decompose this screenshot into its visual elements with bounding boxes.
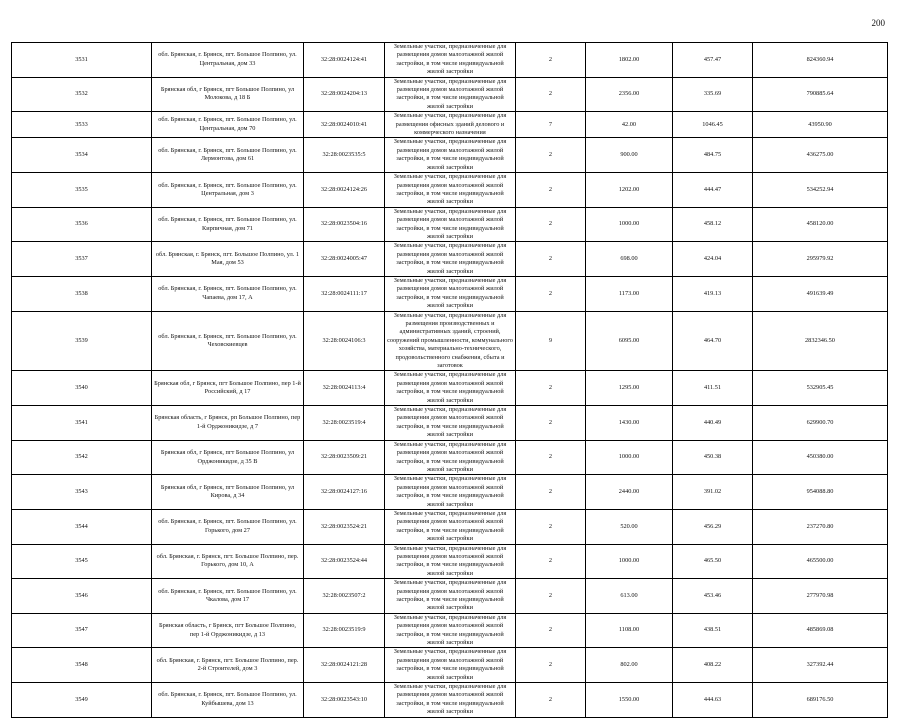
row-number: 3531 xyxy=(12,43,152,78)
row-address: обл. Брянская, г. Брянск, пгт. Большое Полпино, пер. 2-й Строителей, дом 3 xyxy=(152,648,304,683)
row-specific-value: 411.51 xyxy=(673,371,753,406)
row-cadastral-number: 32:28:0023535:5 xyxy=(304,138,385,173)
row-category: 2 xyxy=(516,544,586,579)
row-category: 2 xyxy=(516,613,586,648)
row-cadastral-value: 43950.90 xyxy=(753,112,888,138)
row-specific-value: 438.51 xyxy=(673,613,753,648)
row-category: 2 xyxy=(516,173,586,208)
row-land-use: Земельные участки, предназначенные для размещения домов малоэтажной жилой застройки, в том числе индивидуальной жилой застройки xyxy=(385,509,516,544)
row-area: 2440.00 xyxy=(586,475,673,510)
row-category: 9 xyxy=(516,311,586,371)
row-cadastral-value: 327392.44 xyxy=(753,648,888,683)
row-land-use: Земельные участки, предназначенные для размещения домов малоэтажной жилой застройки, в том числе индивидуальной жилой застройки xyxy=(385,475,516,510)
row-address: обл. Брянская, г. Брянск, пгт. Большое Полпино, ул. Горького, дом 27 xyxy=(152,509,304,544)
row-address: обл. Брянская, г. Брянск, пгт. Большое Полпино, ул. Кирпичная, дом 71 xyxy=(152,207,304,242)
row-area: 1802.00 xyxy=(586,43,673,78)
row-cadastral-number: 32:28:0024121:28 xyxy=(304,648,385,683)
row-land-use: Земельные участки, предназначенные для размещения домов малоэтажной жилой застройки, в том числе индивидуальной жилой застройки xyxy=(385,276,516,311)
row-number: 3542 xyxy=(12,440,152,475)
row-category: 2 xyxy=(516,683,586,718)
row-cadastral-value: 450380.00 xyxy=(753,440,888,475)
row-specific-value: 464.70 xyxy=(673,311,753,371)
row-land-use: Земельные участки, предназначенные для размещения домов малоэтажной жилой застройки, в том числе индивидуальной жилой застройки xyxy=(385,371,516,406)
row-specific-value: 450.38 xyxy=(673,440,753,475)
row-address: обл. Брянская, г. Брянск, пгт. Большое Полпино, ул. Куйбышева, дом 13 xyxy=(152,683,304,718)
row-land-use: Земельные участки, предназначенные для размещения производственных и административных зданий, строений, сооружений промышленности, коммунального хозяйства, материально-технического, продовольственного снабжения, сбыта и заготовок xyxy=(385,311,516,371)
row-cadastral-number: 32:28:0023524:44 xyxy=(304,544,385,579)
row-cadastral-value: 790885.64 xyxy=(753,77,888,112)
row-specific-value: 419.13 xyxy=(673,276,753,311)
row-cadastral-value: 689176.50 xyxy=(753,683,888,718)
row-cadastral-value: 237270.80 xyxy=(753,509,888,544)
row-cadastral-number: 32:28:0024106:3 xyxy=(304,311,385,371)
row-specific-value: 465.50 xyxy=(673,544,753,579)
row-number: 3543 xyxy=(12,475,152,510)
row-number: 3534 xyxy=(12,138,152,173)
row-specific-value: 453.46 xyxy=(673,579,753,614)
row-cadastral-number: 32:28:0024113:4 xyxy=(304,371,385,406)
row-category: 2 xyxy=(516,579,586,614)
row-category: 2 xyxy=(516,440,586,475)
row-area: 1430.00 xyxy=(586,406,673,441)
row-cadastral-value: 824360.94 xyxy=(753,43,888,78)
row-land-use: Земельные участки, предназначенные для размещения домов малоэтажной жилой застройки, в том числе индивидуальной жилой застройки xyxy=(385,440,516,475)
row-address: Брянская обл, г Брянск, пгт Большое Полпино, ул Орджоникидзе, д 35 В xyxy=(152,440,304,475)
table-row xyxy=(12,648,888,683)
table-row xyxy=(12,475,888,510)
row-land-use: Земельные участки, предназначенные для размещения домов малоэтажной жилой застройки, в том числе индивидуальной жилой застройки xyxy=(385,613,516,648)
row-specific-value: 424.04 xyxy=(673,242,753,277)
row-cadastral-number: 32:28:0024124:26 xyxy=(304,173,385,208)
row-cadastral-value: 2832346.50 xyxy=(753,311,888,371)
row-number: 3545 xyxy=(12,544,152,579)
table-row xyxy=(12,242,888,277)
row-specific-value: 484.75 xyxy=(673,138,753,173)
row-area: 520.00 xyxy=(586,509,673,544)
row-cadastral-value: 491639.49 xyxy=(753,276,888,311)
table-row xyxy=(12,276,888,311)
row-number: 3540 xyxy=(12,371,152,406)
row-specific-value: 457.47 xyxy=(673,43,753,78)
row-number: 3544 xyxy=(12,509,152,544)
row-cadastral-number: 32:28:0023543:10 xyxy=(304,683,385,718)
cadastral-value-table xyxy=(11,42,888,718)
row-category: 2 xyxy=(516,648,586,683)
table-row xyxy=(12,112,888,138)
row-specific-value: 408.22 xyxy=(673,648,753,683)
row-number: 3533 xyxy=(12,112,152,138)
row-land-use: Земельные участки, предназначенные для размещения домов малоэтажной жилой застройки, в том числе индивидуальной жилой застройки xyxy=(385,242,516,277)
table-row xyxy=(12,406,888,441)
row-land-use: Земельные участки, предназначенные для размещения домов малоэтажной жилой застройки, в том числе индивидуальной жилой застройки xyxy=(385,138,516,173)
row-number: 3535 xyxy=(12,173,152,208)
row-number: 3549 xyxy=(12,683,152,718)
row-address: обл. Брянская, г. Брянск, пгт. Большое Полпино, ул. Чеховскиевцев xyxy=(152,311,304,371)
row-category: 2 xyxy=(516,242,586,277)
row-area: 1000.00 xyxy=(586,207,673,242)
row-land-use: Земельные участки, предназначенные для размещения домов малоэтажной жилой застройки, в том числе индивидуальной жилой застройки xyxy=(385,77,516,112)
row-specific-value: 458.12 xyxy=(673,207,753,242)
row-address: обл. Брянская, г. Брянск, пгт. Большое Полпино, ул. Чкалова, дом 17 xyxy=(152,579,304,614)
table-row xyxy=(12,509,888,544)
row-cadastral-number: 32:28:0023524:21 xyxy=(304,509,385,544)
row-address: Брянская область, г Брянск, рп Большое Полпино, пер 1-й Орджоникидзе, д 7 xyxy=(152,406,304,441)
row-area: 1295.00 xyxy=(586,371,673,406)
table-row xyxy=(12,207,888,242)
row-area: 1000.00 xyxy=(586,544,673,579)
row-cadastral-value: 277970.98 xyxy=(753,579,888,614)
row-land-use: Земельные участки, предназначенные для размещения домов малоэтажной жилой застройки, в том числе индивидуальной жилой застройки xyxy=(385,579,516,614)
row-cadastral-number: 32:28:0023504:16 xyxy=(304,207,385,242)
row-category: 2 xyxy=(516,43,586,78)
row-land-use: Земельные участки, предназначенные для размещения домов малоэтажной жилой застройки, в том числе индивидуальной жилой застройки xyxy=(385,683,516,718)
row-cadastral-value: 629900.70 xyxy=(753,406,888,441)
row-land-use: Земельные участки, предназначенные для размещения офисных зданий делового и коммерческого назначения xyxy=(385,112,516,138)
row-cadastral-number: 32:28:0024127:16 xyxy=(304,475,385,510)
row-area: 802.00 xyxy=(586,648,673,683)
row-specific-value: 440.49 xyxy=(673,406,753,441)
row-land-use: Земельные участки, предназначенные для размещения домов малоэтажной жилой застройки, в том числе индивидуальной жилой застройки xyxy=(385,207,516,242)
row-specific-value: 456.29 xyxy=(673,509,753,544)
row-category: 2 xyxy=(516,406,586,441)
row-cadastral-number: 32:28:0023519:9 xyxy=(304,613,385,648)
row-number: 3536 xyxy=(12,207,152,242)
row-category: 2 xyxy=(516,509,586,544)
row-number: 3548 xyxy=(12,648,152,683)
row-category: 2 xyxy=(516,371,586,406)
row-number: 3546 xyxy=(12,579,152,614)
row-area: 2356.00 xyxy=(586,77,673,112)
row-address: обл. Брянская, г. Брянск, пгт. Большое Полпино, ул. 1 Мая, дом 53 xyxy=(152,242,304,277)
row-cadastral-number: 32:28:0024204:13 xyxy=(304,77,385,112)
row-land-use: Земельные участки, предназначенные для размещения домов малоэтажной жилой застройки, в том числе индивидуальной жилой застройки xyxy=(385,43,516,78)
row-address: обл. Брянская, г. Брянск, пгт. Большое Полпино, ул. Лермонтова, дом 61 xyxy=(152,138,304,173)
row-address: Брянская обл, г Брянск, пгт Большое Полпино, ул Молокова, д 18 Б xyxy=(152,77,304,112)
row-land-use: Земельные участки, предназначенные для размещения домов малоэтажной жилой застройки, в том числе индивидуальной жилой застройки xyxy=(385,406,516,441)
row-number: 3539 xyxy=(12,311,152,371)
row-area: 42.00 xyxy=(586,112,673,138)
row-category: 7 xyxy=(516,112,586,138)
row-area: 1173.00 xyxy=(586,276,673,311)
row-specific-value: 444.63 xyxy=(673,683,753,718)
row-cadastral-value: 295979.92 xyxy=(753,242,888,277)
table-row xyxy=(12,138,888,173)
table-row xyxy=(12,371,888,406)
table-row xyxy=(12,173,888,208)
row-cadastral-value: 534252.94 xyxy=(753,173,888,208)
row-cadastral-value: 485869.08 xyxy=(753,613,888,648)
table-row xyxy=(12,311,888,371)
row-cadastral-value: 458120.00 xyxy=(753,207,888,242)
row-specific-value: 444.47 xyxy=(673,173,753,208)
table-row xyxy=(12,43,888,78)
row-area: 900.00 xyxy=(586,138,673,173)
row-number: 3538 xyxy=(12,276,152,311)
row-area: 6095.00 xyxy=(586,311,673,371)
row-land-use: Земельные участки, предназначенные для размещения домов малоэтажной жилой застройки, в том числе индивидуальной жилой застройки xyxy=(385,173,516,208)
row-cadastral-number: 32:28:0024010:41 xyxy=(304,112,385,138)
row-number: 3532 xyxy=(12,77,152,112)
row-cadastral-number: 32:28:0024124:41 xyxy=(304,43,385,78)
row-area: 1202.00 xyxy=(586,173,673,208)
row-number: 3547 xyxy=(12,613,152,648)
row-category: 2 xyxy=(516,475,586,510)
row-land-use: Земельные участки, предназначенные для размещения домов малоэтажной жилой застройки, в том числе индивидуальной жилой застройки xyxy=(385,648,516,683)
row-cadastral-number: 32:28:0024005:47 xyxy=(304,242,385,277)
table-row xyxy=(12,579,888,614)
page-number: 200 xyxy=(871,18,885,28)
row-address: обл. Брянская, г. Брянск, пгт. Большое Полпино, ул. Центральная, дом 70 xyxy=(152,112,304,138)
row-category: 2 xyxy=(516,77,586,112)
row-cadastral-value: 465500.00 xyxy=(753,544,888,579)
row-area: 1000.00 xyxy=(586,440,673,475)
row-cadastral-number: 32:28:0023519:4 xyxy=(304,406,385,441)
row-cadastral-value: 436275.00 xyxy=(753,138,888,173)
table-row xyxy=(12,440,888,475)
row-area: 698.00 xyxy=(586,242,673,277)
row-category: 2 xyxy=(516,138,586,173)
row-area: 1550.00 xyxy=(586,683,673,718)
row-cadastral-number: 32:28:0023509:21 xyxy=(304,440,385,475)
row-cadastral-value: 954088.80 xyxy=(753,475,888,510)
row-specific-value: 335.69 xyxy=(673,77,753,112)
row-category: 2 xyxy=(516,207,586,242)
row-address: Брянская обл, г Брянск, пгт Большое Полпино, пер 1-й Российский, д 17 xyxy=(152,371,304,406)
row-address: обл. Брянская, г. Брянск, пгт. Большое Полпино, пер. Горького, дом 10, А xyxy=(152,544,304,579)
row-cadastral-number: 32:28:0023507:2 xyxy=(304,579,385,614)
row-number: 3541 xyxy=(12,406,152,441)
row-address: обл. Брянская, г. Брянск, пгт. Большое Полпино, ул. Центральная, дом 33 xyxy=(152,43,304,78)
row-address: Брянская обл, г Брянск, пгт Большое Полпино, ул Кирова, д 34 xyxy=(152,475,304,510)
table-row xyxy=(12,77,888,112)
row-number: 3537 xyxy=(12,242,152,277)
table-row xyxy=(12,544,888,579)
row-address: Брянская область, г Брянск, пгт Большое Полпино, пер 1-й Орджоникидзе, д 13 xyxy=(152,613,304,648)
row-specific-value: 1046.45 xyxy=(673,112,753,138)
row-cadastral-number: 32:28:0024111:17 xyxy=(304,276,385,311)
row-address: обл. Брянская, г. Брянск, пгт. Большое Полпино, ул. Чапаева, дом 17, А xyxy=(152,276,304,311)
table-row xyxy=(12,613,888,648)
row-cadastral-value: 532905.45 xyxy=(753,371,888,406)
row-land-use: Земельные участки, предназначенные для размещения домов малоэтажной жилой застройки, в том числе индивидуальной жилой застройки xyxy=(385,544,516,579)
row-area: 1108.00 xyxy=(586,613,673,648)
row-specific-value: 391.02 xyxy=(673,475,753,510)
row-address: обл. Брянская, г. Брянск, пгт. Большое Полпино, ул. Центральная, дом 3 xyxy=(152,173,304,208)
table-row xyxy=(12,683,888,718)
row-area: 613.00 xyxy=(586,579,673,614)
row-category: 2 xyxy=(516,276,586,311)
